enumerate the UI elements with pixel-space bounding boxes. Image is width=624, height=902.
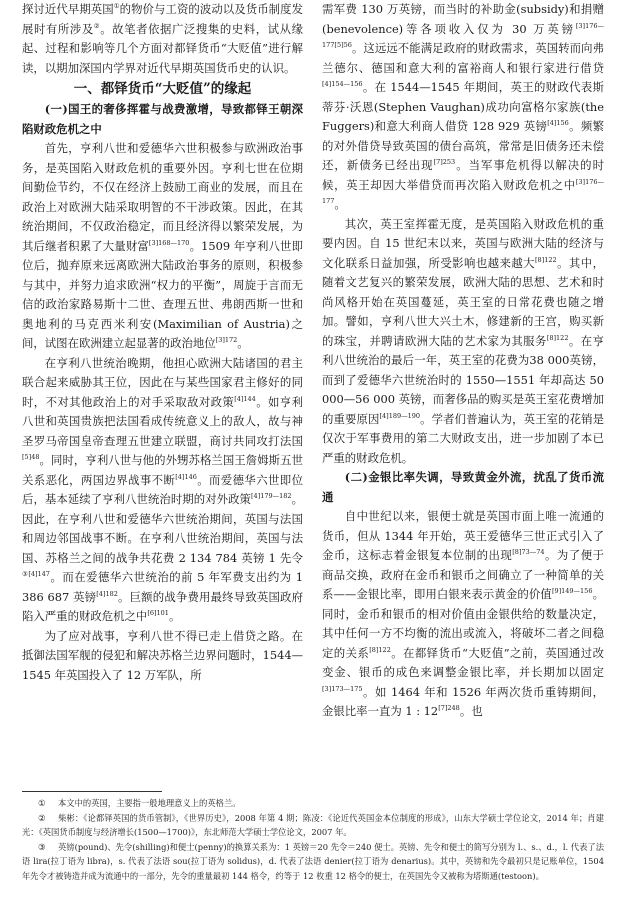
citation: [4]154—156 [322, 80, 363, 89]
text-run: 。为了便于商品交换，政府在金币和银币之间确立了一种简单的关系——金银比率，即用白银来表示黄金的价值 [322, 548, 604, 601]
text-run: 。当军事危机得以解决的时候，英王却因大举借贷而再次陷入财政危机之中 [322, 158, 604, 192]
text-run: 需军费 130 万英镑，而当时的补助金(subsidy)和捐赠(benevolence)等各项收入仅为 30 万英镑 [322, 2, 604, 36]
text-run: 。巨额的战争费用最终导致英国政府陷入严重的财政危机之中 [22, 589, 303, 623]
citation: [3]173—175 [322, 684, 363, 693]
citation: [8]122 [369, 645, 391, 654]
text-run: 。其中，随着文艺复兴的繁荣发展，欧洲大陆的思想、艺术和时尚风格开始在英国蔓延，英王室的日常花费也随之增加。譬如，亨利八世大兴土木，修建新的王宫，购买新的珠宝，并聘请欧洲大陆的艺术家为其服务 [322, 255, 604, 348]
footnote-text: 柴彬：《论都铎英国的货币管制》，《世界历史》，2008 年第 4 期；陈凌：《论近代英国金本位制度的形成》，山东大学硕士学位论文，2014 年；肖建光：《英国货币制度与经济增长(1500—1700)》，东北师范大学硕士学位论文，2007 年。 [22, 812, 604, 838]
subheading-2: (二)金银比率失调，导致黄金外流，扰乱了货币流通 [322, 470, 604, 504]
text-run: 。同时，金币和银币的相对价值由金银供给的数量决定，其中任何一方不均衡的流出或流入，将破坏二者之间稳定的关系 [322, 587, 604, 660]
text-run: 探讨近代早期英国 [22, 2, 114, 16]
citation: [6]101 [147, 609, 169, 618]
citation: [3]172 [215, 336, 238, 345]
footnote-divider [22, 791, 162, 792]
citation: [4]146 [175, 472, 197, 481]
text-run: 的物价与工资的波动以及货币制度发展时有所涉及 [22, 2, 303, 36]
citation: [3]176—177[5]56 [322, 21, 604, 50]
body-paragraph [322, 215, 604, 469]
text-run: 。因此，在亨利八世和爱德华六世统治期间，英国与法国和周边邻国战事不断。在亨利八世统治期间，英国与法国、苏格兰之间的战争共花费 2 134 784 英镑 1 先令 [22, 492, 303, 565]
body-paragraph [22, 354, 303, 627]
citation: [4]182 [96, 589, 118, 598]
text-run: 。故笔者依据广泛搜集的史料，试从缘起、过程和影响等几个方面对都铎货币“大贬值”进行解读，以期加深国内学界对近代早期英国货币史的认识。 [22, 21, 303, 75]
section-heading: 一、都铎货币“大贬值”的缘起 [73, 81, 252, 97]
text-run: 自中世纪以来，银便士就是英国市面上唯一流通的货币，但从 1344 年开始，英王爱德华三世正式引入了金币，这标志着金银复本位制的出现 [322, 509, 604, 562]
text-run: 。如 1464 年和 1526 年两次货币重铸期间，金银比率一直为 1 : 12 [322, 684, 604, 718]
footnote-item [22, 811, 604, 840]
text-run: 。也 [459, 704, 483, 718]
footnote-item [22, 840, 604, 884]
footnote-mark[interactable]: ③ [22, 570, 29, 579]
citation: [7]253 [433, 158, 456, 167]
citation: [7]248 [438, 704, 460, 713]
left-column [22, 0, 303, 685]
footnote-item [22, 796, 604, 811]
footnote-text: 英镑(pound)、先令(shilling)和便士(penny)的换算关系为：1 英镑＝20 先令＝240 便士。英镑、先令和便士的简写分别为 l.、s.、d.，l. 代表了法语 lira(拉丁语为 libra)，s. 代表了法语 sou(拉丁语为 solidus)，d. 代表了法语 denier(拉丁语为 denarius)。其中，英镑和先令最初只是记账单位，1504 年先令才被铸造并成为流通中的一部分，先令的重量最初 144 格令，约等于 12 枚重 12 格令的便士，在英国先令又被称为塔斯通(testoon)。 [22, 841, 604, 881]
right-column [322, 0, 604, 722]
text-run: 。同时，亨利八世与他的外甥苏格兰国王詹姆斯五世关系恶化，两国边界战事不断 [22, 453, 303, 487]
footnote-text: 本文中的英国，主要指一般地理意义上的英格兰。 [58, 798, 241, 808]
citation: [5]48 [22, 453, 40, 462]
body-paragraph [322, 0, 604, 215]
text-run: 。频繁的对外借贷导致英国的债台高筑，常常是旧债务还未偿还，新债务已经出现 [322, 119, 604, 172]
text-run: 其次，英王室挥霍无度，是英国陷入财政危机的重要内因。自 15 世纪末以来，英国与欧洲大陆的经济与文化联系日益加强，所受影响也越来越大 [322, 216, 604, 270]
body-paragraph [22, 139, 303, 354]
footnote-mark[interactable]: ② [93, 21, 101, 30]
footnote-number: ③ [38, 841, 46, 852]
citation: [4]147 [28, 570, 50, 579]
text-run: 在亨利八世统治晚期，他担心欧洲大陆诸国的君主联合起来威胁其王位，因此在与某些国家君主修好的同时，不对其他政治上的对手采取敌对政策 [22, 355, 303, 409]
text-run: 首先，亨利八世和爱德华六世积极参与欧洲政治事务，是英国陷入财政危机的重要外因。亨利七世在位期间勤俭节约，不仅在经济上鼓励工商业的发展，而且在政治上对欧洲大陆采取明智的不干涉政策。因此，在其统治期间，不仅政治稳定，而且经济得以繁荣发展，为其后继者积累了大量财富 [22, 141, 303, 253]
text-run: 。在亨利八世统治的最后一年，英王室的花费为38 000英镑，而到了爱德华六世统治时的 1550—1551 年却高达 50 000—56 000 英镑，而奢侈品的购买是英王室花费增加的重要原因 [322, 333, 604, 426]
text-run: 。 [168, 609, 181, 623]
text-run: 。1509 年亨利八世即位后，抛弃原来远离欧洲大陆政治事务的原则，积极参与其中，并努力追求欧洲“权力的平衡”，周旋于言而无信的政治家路易斯十二世、查理五世、弗朗西斯一世和奥地利的马克西米利安(Maximilian of Austria)之间，试图在欧洲建立起显著的政治地位 [22, 238, 303, 350]
text-run: 。这远远不能满足政府的财政需求，英国转而向弗兰德尔、德国和意大利的富裕商人和银行家进行借贷 [322, 41, 604, 75]
citation: [3]176—177 [322, 177, 604, 206]
text-run: 。如亨利八世和英国贵族把法国看成传统意义上的敌人，故与神圣罗马帝国皇帝查理五世建立联盟，商讨共同攻打法国 [22, 394, 303, 448]
text-run: 。学者们普遍认为，英王室的花销是仅次于军事费用的第二大财政支出，进一步加剧了本已严重的财政危机。 [322, 411, 604, 465]
citation: [4]179—182 [251, 492, 292, 501]
subheading-1: (一)国王的奢侈挥霍与战费激增，导致都铎王朝深陷财政危机之中 [22, 102, 303, 136]
citation: [4]156 [547, 119, 569, 128]
footnotes [22, 796, 604, 884]
citation: [8]122 [546, 333, 569, 342]
intro-paragraph [22, 0, 303, 78]
citation: [8]122 [535, 255, 557, 264]
body-paragraph: 为了应对战事，亨利八世不得已走上借贷之路。在抵御法国军舰的侵犯和解决苏格兰边界问题时，1544—1545 年英国投入了 12 万军队，所 [22, 628, 303, 682]
citation: [4]189—190 [379, 411, 421, 420]
footnote-number: ① [38, 798, 46, 808]
text-run: 。在都铎货币“大贬值”之前，英国通过改变金、银币的成色来调整金银比率，并长期加以固定 [322, 645, 604, 679]
citation: [4]144 [234, 394, 256, 403]
text-run: 。 [237, 336, 249, 350]
body-paragraph [322, 507, 604, 722]
text-run: 。 [334, 197, 346, 211]
footnote-mark[interactable]: ① [113, 2, 120, 11]
citation: [9]149—156 [551, 587, 593, 596]
text-run: 。而在爱德华六世统治的前 5 年军费支出约为 1 386 687 英镑 [22, 570, 304, 604]
footnote-number: ② [38, 812, 46, 823]
text-run: 。在 1544—1545 年期间，英王的财政代表斯蒂芬·沃恩(Stephen Vaughan)成功向富格尔家族(the Fuggers)和意大利商人借贷 128 929 英镑 [322, 80, 604, 133]
citation: [8]73—74 [512, 548, 545, 557]
citation: [3]168—170 [148, 238, 190, 247]
text-run: 。而爱德华六世即位后，基本延续了亨利八世统治时期的对外政策 [22, 472, 303, 506]
